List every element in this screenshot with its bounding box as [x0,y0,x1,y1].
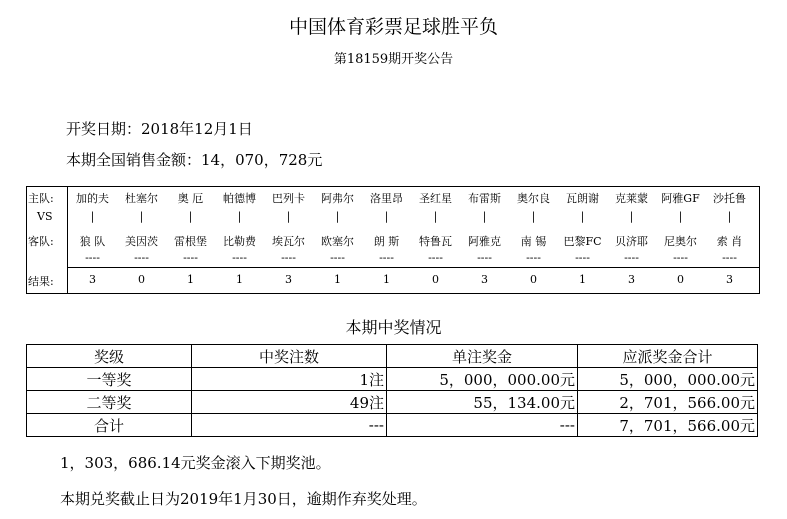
vs-mark: | [90,210,95,223]
prize-total: 5，000，000.00元 [578,368,758,391]
away-team: 比勒费 [223,235,256,248]
match-result: 1 [236,273,243,286]
away-team: 狼 队 [79,235,106,248]
prize-table [26,344,758,437]
dash-line: ---- [281,251,296,264]
match-result: 0 [432,273,439,286]
deadline-note: 本期兑奖截止日为2019年1月30日，逾期作弃奖处理。 [60,490,427,508]
home-team: 加的夫 [76,192,109,205]
prize-section-title: 本期中奖情况 [345,318,442,337]
vs-mark: | [433,210,438,223]
table-row [27,368,758,391]
header-level: 奖级 [27,345,192,368]
home-team: 奥尔良 [517,192,550,205]
prize-header-row [27,345,758,368]
match-column [558,187,607,293]
match-result: 3 [726,273,733,286]
dash-line: ---- [673,251,688,264]
match-column [313,187,362,293]
away-team: 尼奥尔 [664,235,697,248]
away-team: 美因茨 [125,235,158,248]
vs-mark: | [237,210,242,223]
table-row [27,414,758,437]
away-team: 朗 斯 [373,235,400,248]
match-column [705,187,754,293]
dash-line: ---- [575,251,590,264]
match-column [460,187,509,293]
home-team: 洛里昂 [370,192,403,205]
dash-line: ---- [183,251,198,264]
match-column [68,187,117,293]
prize-level: 一等奖 [27,368,192,391]
home-team: 巴列卡 [272,192,305,205]
home-team: 杜塞尔 [125,192,158,205]
vs-mark: | [727,210,732,223]
prize-total: 2，701，566.00元 [578,391,758,414]
away-team: 索 肖 [716,235,743,248]
header-total-prize: 应派奖金合计 [578,345,758,368]
prize-level: 合计 [27,414,192,437]
vs-mark: | [580,210,585,223]
home-team: 圣红星 [419,192,452,205]
away-team: 南 锡 [520,235,547,248]
prize-unit: 55，134.00元 [387,391,578,414]
dash-line: ---- [232,251,247,264]
away-team: 特鲁瓦 [419,235,452,248]
prize-unit: --- [387,414,578,437]
match-result: 1 [579,273,586,286]
match-column [264,187,313,293]
prize-count: --- [192,414,387,437]
match-result: 1 [383,273,390,286]
sales-amount: 本期全国销售金额：14，070，728元 [66,151,323,169]
home-team: 阿弗尔 [321,192,354,205]
away-team: 欧塞尔 [321,235,354,248]
home-label: 主队: [28,192,54,205]
prize-unit: 5，000，000.00元 [387,368,578,391]
dash-line: ---- [428,251,443,264]
dash-line: ---- [330,251,345,264]
draw-date: 开奖日期：2018年12月1日 [66,120,253,138]
match-result: 3 [89,273,96,286]
table-row [27,391,758,414]
match-result: 3 [628,273,635,286]
header-unit-prize: 单注奖金 [387,345,578,368]
match-result: 0 [530,273,537,286]
prize-count: 49注 [192,391,387,414]
prize-total: 7，701，566.00元 [578,414,758,437]
away-team: 巴黎FC [563,235,602,248]
vs-mark: | [482,210,487,223]
home-team: 布雷斯 [468,192,501,205]
match-result: 3 [481,273,488,286]
prize-level: 二等奖 [27,391,192,414]
vs-mark: | [188,210,193,223]
dash-line: ---- [477,251,492,264]
vs-label: VS [37,210,53,223]
home-team: 瓦朗谢 [566,192,599,205]
match-result: 1 [334,273,341,286]
vs-mark: | [384,210,389,223]
home-team: 克莱蒙 [615,192,648,205]
match-column [411,187,460,293]
home-team: 阿雅GF [661,192,700,205]
match-table [26,186,760,294]
match-column [656,187,705,293]
dash-line: ---- [379,251,394,264]
match-column [362,187,411,293]
vs-mark: | [678,210,683,223]
match-column [607,187,656,293]
match-result: 0 [138,273,145,286]
header-count: 中奖注数 [192,345,387,368]
away-team: 雷根堡 [174,235,207,248]
vs-mark: | [139,210,144,223]
dash-line: ---- [722,251,737,264]
home-team: 沙托鲁 [713,192,746,205]
rollover-note: 1，303，686.14元奖金滚入下期奖池。 [60,454,331,472]
dash-line: ---- [134,251,149,264]
match-column [215,187,264,293]
match-column [509,187,558,293]
vs-mark: | [531,210,536,223]
vs-mark: | [629,210,634,223]
match-column [166,187,215,293]
home-team: 奥 厄 [177,192,204,205]
match-result: 1 [187,273,194,286]
match-column [117,187,166,293]
match-result: 0 [677,273,684,286]
match-result: 3 [285,273,292,286]
page-title: 中国体育彩票足球胜平负 [288,16,498,38]
result-label: 结果: [28,275,54,288]
home-team: 帕德博 [223,192,256,205]
issue-subtitle: 第18159期开奖公告 [333,52,454,67]
away-team: 贝济耶 [615,235,648,248]
dash-line: ---- [85,251,100,264]
dash-line: ---- [624,251,639,264]
away-team: 阿雅克 [468,235,501,248]
vs-mark: | [286,210,291,223]
prize-count: 1注 [192,368,387,391]
away-team: 埃瓦尔 [272,235,305,248]
dash-line: ---- [526,251,541,264]
vs-mark: | [335,210,340,223]
away-label: 客队: [28,235,54,248]
match-grid [67,187,759,293]
